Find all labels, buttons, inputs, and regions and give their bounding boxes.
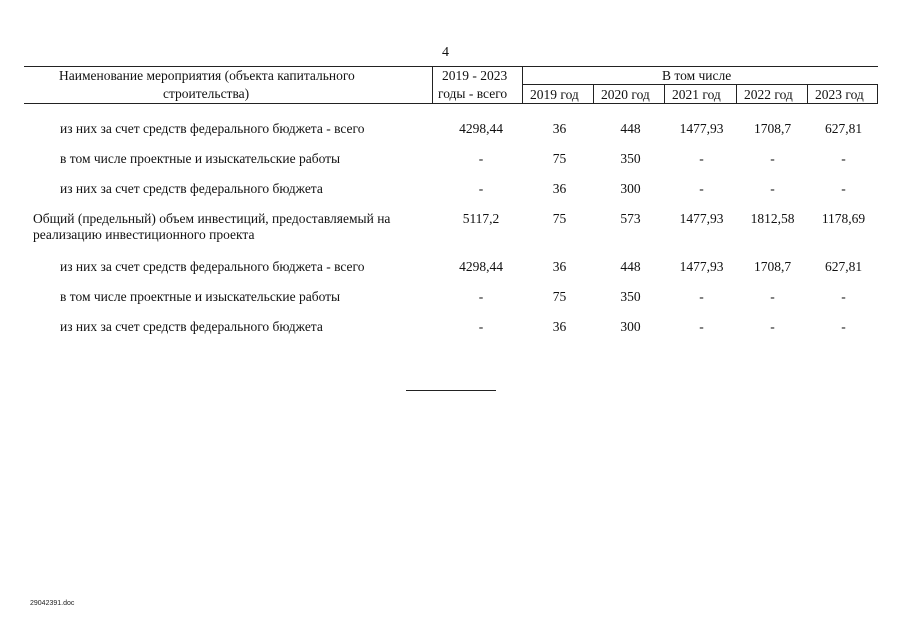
cell-2021: 1477,93 [679, 121, 724, 136]
cell-2023: - [841, 319, 846, 334]
cell-total: - [478, 151, 484, 166]
cell-2023: - [841, 289, 846, 304]
header-divider [432, 66, 433, 103]
cell-2022: 1708,7 [753, 259, 792, 274]
header-divider [593, 84, 594, 103]
header-year-2023: 2023 год [815, 87, 864, 102]
row-label: из них за счет средств федерального бюджета - всего [60, 259, 365, 274]
cell-2023: 627,81 [824, 259, 863, 274]
header-bottom-rule [24, 103, 878, 104]
header-top-rule [24, 66, 878, 67]
cell-total: - [478, 289, 484, 304]
header-year-2022: 2022 год [744, 87, 793, 102]
cell-2023: 627,81 [824, 121, 863, 136]
cell-2022: - [770, 289, 775, 304]
cell-2021: - [699, 289, 704, 304]
cell-2021: 1477,93 [679, 211, 724, 226]
header-divider [807, 84, 808, 103]
header-year-2020: 2020 год [601, 87, 650, 102]
cell-2020: 350 [620, 151, 641, 166]
cell-2022: 1708,7 [753, 121, 792, 136]
cell-2019: 75 [552, 211, 567, 226]
cell-2022: - [770, 319, 775, 334]
cell-2020: 300 [620, 319, 641, 334]
header-year-2021: 2021 год [672, 87, 721, 102]
row-label: из них за счет средств федерального бюджета - всего [60, 121, 365, 136]
footer-filename: 29042391.doc [30, 600, 75, 607]
cell-2023: 1178,69 [821, 211, 866, 226]
cell-2020: 300 [620, 181, 641, 196]
row-label: Общий (предельный) объем инвестиций, предоставляемый на реализацию инвестиционного проекта [33, 211, 391, 242]
cell-2019: 36 [552, 121, 567, 136]
cell-2023: - [841, 151, 846, 166]
header-total-line2: годы - всего [438, 86, 508, 101]
row-label: в том числе проектные и изыскательские работы [60, 151, 341, 166]
end-divider [406, 390, 496, 391]
header-divider [736, 84, 737, 103]
cell-total: 4298,44 [459, 259, 503, 274]
cell-2021: - [699, 181, 704, 196]
header-year-2019: 2019 год [530, 87, 579, 102]
cell-2021: 1477,93 [679, 259, 724, 274]
cell-2022: - [770, 151, 775, 166]
row-label: из них за счет средств федерального бюджета [60, 181, 323, 196]
cell-total: - [478, 181, 484, 196]
cell-2020: 573 [620, 211, 641, 226]
cell-2020: 448 [620, 121, 641, 136]
header-divider [522, 66, 523, 103]
cell-total: 4298,44 [459, 121, 503, 136]
cell-2019: 75 [552, 289, 567, 304]
header-group-rule [522, 84, 878, 85]
header-divider [664, 84, 665, 103]
cell-2021: - [699, 319, 704, 334]
cell-2019: 75 [552, 151, 567, 166]
header-total-line1: 2019 - 2023 [442, 68, 508, 83]
row-label: в том числе проектные и изыскательские работы [60, 289, 341, 304]
cell-2023: - [841, 181, 846, 196]
cell-2019: 36 [552, 181, 567, 196]
cell-2020: 350 [620, 289, 641, 304]
header-name-line1: Наименование мероприятия (объекта капитального [59, 68, 355, 83]
cell-2019: 36 [552, 259, 567, 274]
header-group: В том числе [662, 68, 732, 83]
cell-total: 5117,2 [462, 211, 500, 226]
header-divider [877, 84, 878, 103]
cell-2021: - [699, 151, 704, 166]
row-label: из них за счет средств федерального бюджета [60, 319, 323, 334]
page-number: 4 [442, 45, 449, 60]
cell-2020: 448 [620, 259, 641, 274]
cell-2019: 36 [552, 319, 567, 334]
cell-2022: - [770, 181, 775, 196]
header-name-line2: строительства) [163, 86, 250, 101]
cell-2022: 1812,58 [750, 211, 795, 226]
cell-total: - [478, 319, 484, 334]
